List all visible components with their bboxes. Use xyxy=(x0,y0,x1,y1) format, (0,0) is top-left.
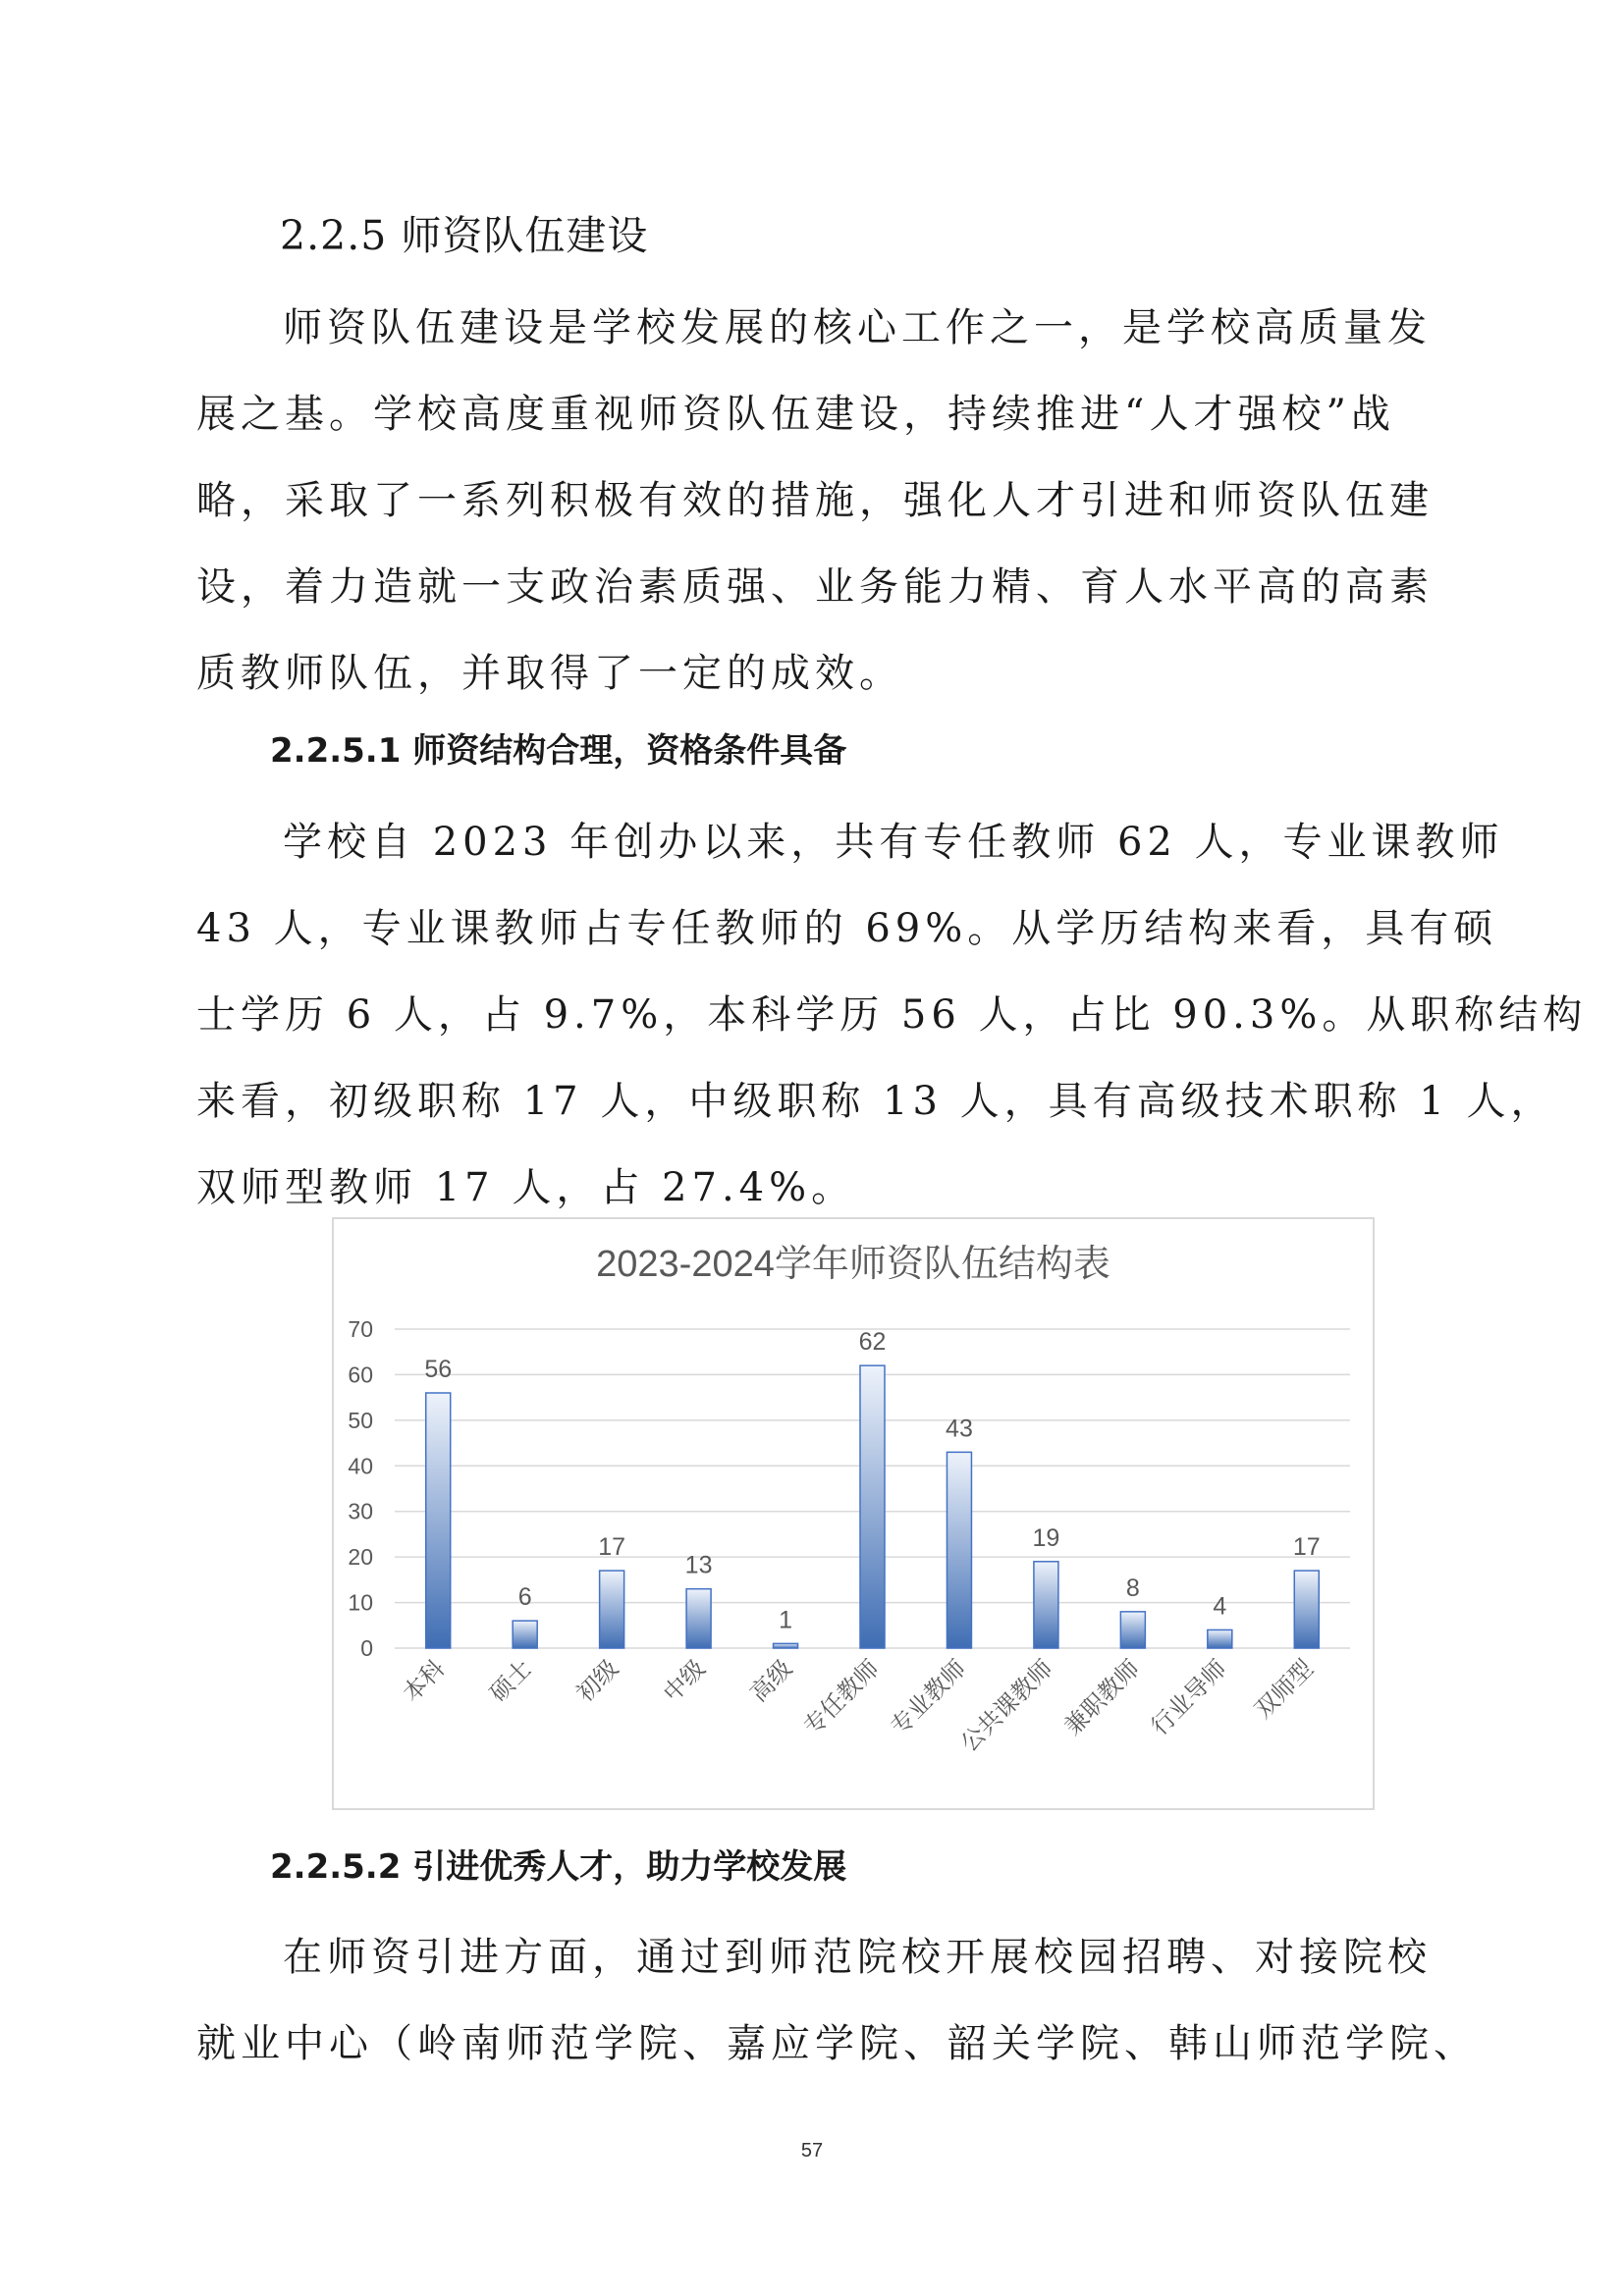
bar xyxy=(1034,1562,1058,1648)
y-tick-label: 0 xyxy=(360,1635,373,1661)
data-label: 1 xyxy=(779,1606,792,1634)
bar xyxy=(1294,1571,1319,1648)
y-tick-label: 30 xyxy=(348,1498,373,1524)
text-line: 士学历 6 人，占 9.7%，本科学历 56 人，占比 90.3%。从职称结构 xyxy=(196,992,1588,1038)
y-tick-label: 10 xyxy=(348,1589,373,1616)
text-line: 就业中心（岭南师范学院、嘉应学院、韶关学院、韩山师范学院、 xyxy=(196,2021,1478,2066)
text-line: 双师型教师 17 人，占 27.4%。 xyxy=(196,1165,856,1210)
data-label: 62 xyxy=(858,1328,887,1357)
data-label: 17 xyxy=(598,1533,626,1562)
structure-paragraph xyxy=(196,799,1588,1231)
x-tick-label: 行业导师 xyxy=(1145,1654,1232,1741)
data-label: 43 xyxy=(946,1415,973,1443)
y-tick-label: 50 xyxy=(348,1407,373,1433)
chart-title: 2023-2024学年师资队伍结构表 xyxy=(596,1244,1110,1285)
x-axis-labels xyxy=(398,1654,1319,1757)
bar xyxy=(600,1571,624,1648)
text-line: 展之基。学校高度重视师资队伍建设，持续推进“人才强校”战 xyxy=(196,392,1395,437)
y-tick-label: 70 xyxy=(348,1316,373,1342)
subsection-heading-1: 2.2.5.1 师资结构合理，资格条件具备 xyxy=(270,731,847,771)
recruit-paragraph xyxy=(196,1914,1478,2087)
x-tick-label: 双师型 xyxy=(1249,1654,1320,1725)
bar xyxy=(1208,1629,1232,1648)
bar xyxy=(1120,1612,1145,1648)
bar-chart xyxy=(332,1217,1375,1810)
section-heading: 2.2.5 师资队伍建设 xyxy=(280,212,649,259)
x-tick-label: 兼职教师 xyxy=(1058,1654,1146,1741)
data-label: 8 xyxy=(1125,1574,1140,1602)
bar xyxy=(947,1452,971,1648)
data-label: 19 xyxy=(1032,1523,1060,1552)
text-line: 略，采取了一系列积极有效的措施，强化人才引进和师资队伍建 xyxy=(196,478,1434,523)
data-label: 6 xyxy=(517,1583,532,1612)
text-line: 在师资引进方面，通过到师范院校开展校园招聘、对接院校 xyxy=(283,1935,1432,1980)
text-line: 学校自 2023 年创办以来，共有专任教师 62 人，专业课教师 xyxy=(283,820,1504,865)
x-tick-label: 公共课教师 xyxy=(954,1654,1058,1758)
bar xyxy=(774,1643,798,1648)
bar xyxy=(426,1393,451,1648)
x-tick-label: 专业教师 xyxy=(885,1654,972,1741)
text-line: 设，着力造就一支政治素质强、业务能力精、育人水平高的高素 xyxy=(196,564,1434,610)
y-tick-label: 40 xyxy=(348,1453,373,1479)
subsection-heading-2: 2.2.5.2 引进优秀人才，助力学校发展 xyxy=(270,1847,847,1887)
text-line: 质教师队伍，并取得了一定的成效。 xyxy=(196,651,903,696)
data-label: 4 xyxy=(1213,1592,1227,1621)
y-tick-label: 60 xyxy=(348,1362,373,1388)
x-tick-label: 高级 xyxy=(744,1654,798,1708)
data-label: 13 xyxy=(684,1551,713,1579)
bar xyxy=(860,1365,885,1648)
text-line: 师资队伍建设是学校发展的核心工作之一，是学校高质量发 xyxy=(283,305,1432,350)
x-tick-label: 硕士 xyxy=(484,1654,537,1708)
intro-paragraph xyxy=(196,285,1434,717)
bar xyxy=(686,1589,711,1648)
y-tick-label: 20 xyxy=(348,1544,373,1571)
data-label: 17 xyxy=(1292,1533,1321,1562)
data-label: 56 xyxy=(424,1356,453,1383)
x-tick-label: 本科 xyxy=(397,1654,451,1708)
text-line: 43 人，专业课教师占专任教师的 69%。从学历结构来看，具有硕 xyxy=(196,906,1498,951)
x-tick-label: 初级 xyxy=(570,1654,624,1708)
bars xyxy=(426,1365,1320,1648)
bar xyxy=(513,1621,537,1648)
x-tick-label: 中级 xyxy=(658,1654,711,1708)
bar-chart-svg xyxy=(334,1219,1373,1808)
y-axis-ticks xyxy=(348,1316,373,1661)
x-tick-label: 专任教师 xyxy=(798,1654,885,1741)
text-line: 来看，初级职称 17 人，中级职称 13 人，具有高级技术职称 1 人， xyxy=(196,1079,1555,1124)
page-number: 57 xyxy=(800,2140,824,2162)
